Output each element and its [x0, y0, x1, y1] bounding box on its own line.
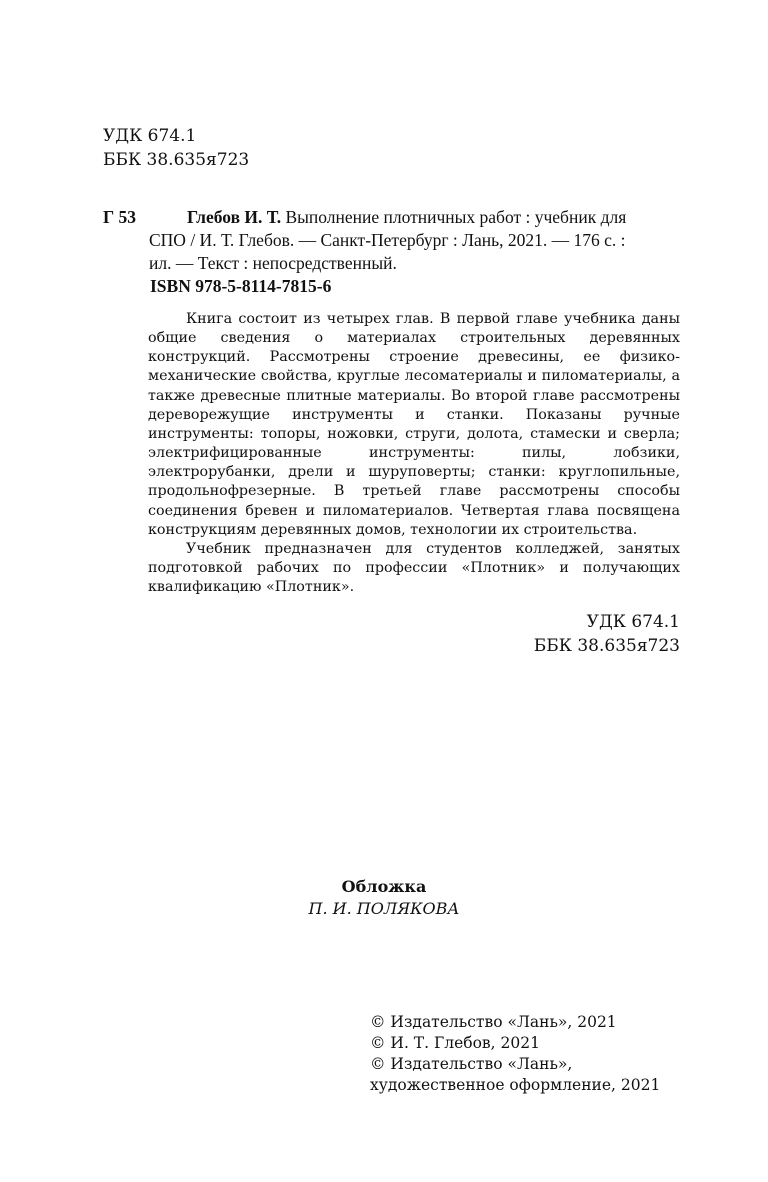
citation-author: Глебов И. Т. — [187, 207, 282, 227]
annotation — [148, 310, 680, 597]
author-mark: Г 53 — [103, 207, 137, 227]
copyright-line: художественное оформление, 2021 — [370, 1076, 661, 1094]
bbk-code: ББК 38.635я723 — [533, 636, 680, 656]
cover-designer: П. И. ПОЛЯКОВА — [308, 899, 460, 918]
classification-codes-top — [103, 124, 249, 172]
citation-line-1 — [187, 206, 626, 229]
cover-credit — [0, 876, 768, 920]
annotation-paragraph: Учебник предназначен для студентов колледжей, занятых подготовкой рабочих по профессии «Плотник» и получающих квалификацию «Плотник». — [148, 540, 680, 596]
annotation-paragraph: Книга состоит из четырех глав. В первой главе учебника даны общие сведения о материалах строительных деревянных конструкций. Рассмотрены строение древесины, ее физико-механические свойства, круглые лесоматериалы и пиломатериалы, а также древесные плитные материалы. Во второй главе рассмотрены дереворежущие инструменты и станки. Показаны ручные инструменты: топоры, ножовки, струги, долота, стамески и сверла; электрифицированные инструменты: пилы, лобзики, электрорубанки, дрели и шуруповерты; станки: круглопильные, продольнофрезерные. В третьей главе рассмотрены способы соединения бревен и пиломатериалов. Четвертая глава посвящена конструкциям деревянных домов, технологии их строительства. — [148, 311, 680, 538]
udk-code: УДК 674.1 — [103, 126, 197, 146]
classification-codes-bottom — [534, 610, 680, 658]
isbn: ISBN 978-5-8114-7815-6 — [150, 276, 332, 296]
citation-line-2: СПО / И. Т. Глебов. — Санкт-Петербург : Лань, 2021. — 176 с. : — [149, 230, 626, 250]
citation-line-3: ил. — Текст : непосредственный. — [149, 253, 397, 273]
cover-label: Обложка — [341, 877, 427, 896]
bbk-code: ББК 38.635я723 — [103, 150, 250, 170]
citation-title: Выполнение плотничных работ : учебник для — [285, 207, 627, 227]
copyright-line: © Издательство «Лань», — [370, 1055, 573, 1073]
copyright-block — [370, 1012, 660, 1096]
copyright-line: © Издательство «Лань», 2021 — [370, 1013, 617, 1031]
udk-code: УДК 674.1 — [586, 612, 680, 632]
copyright-line: © И. Т. Глебов, 2021 — [370, 1034, 540, 1052]
